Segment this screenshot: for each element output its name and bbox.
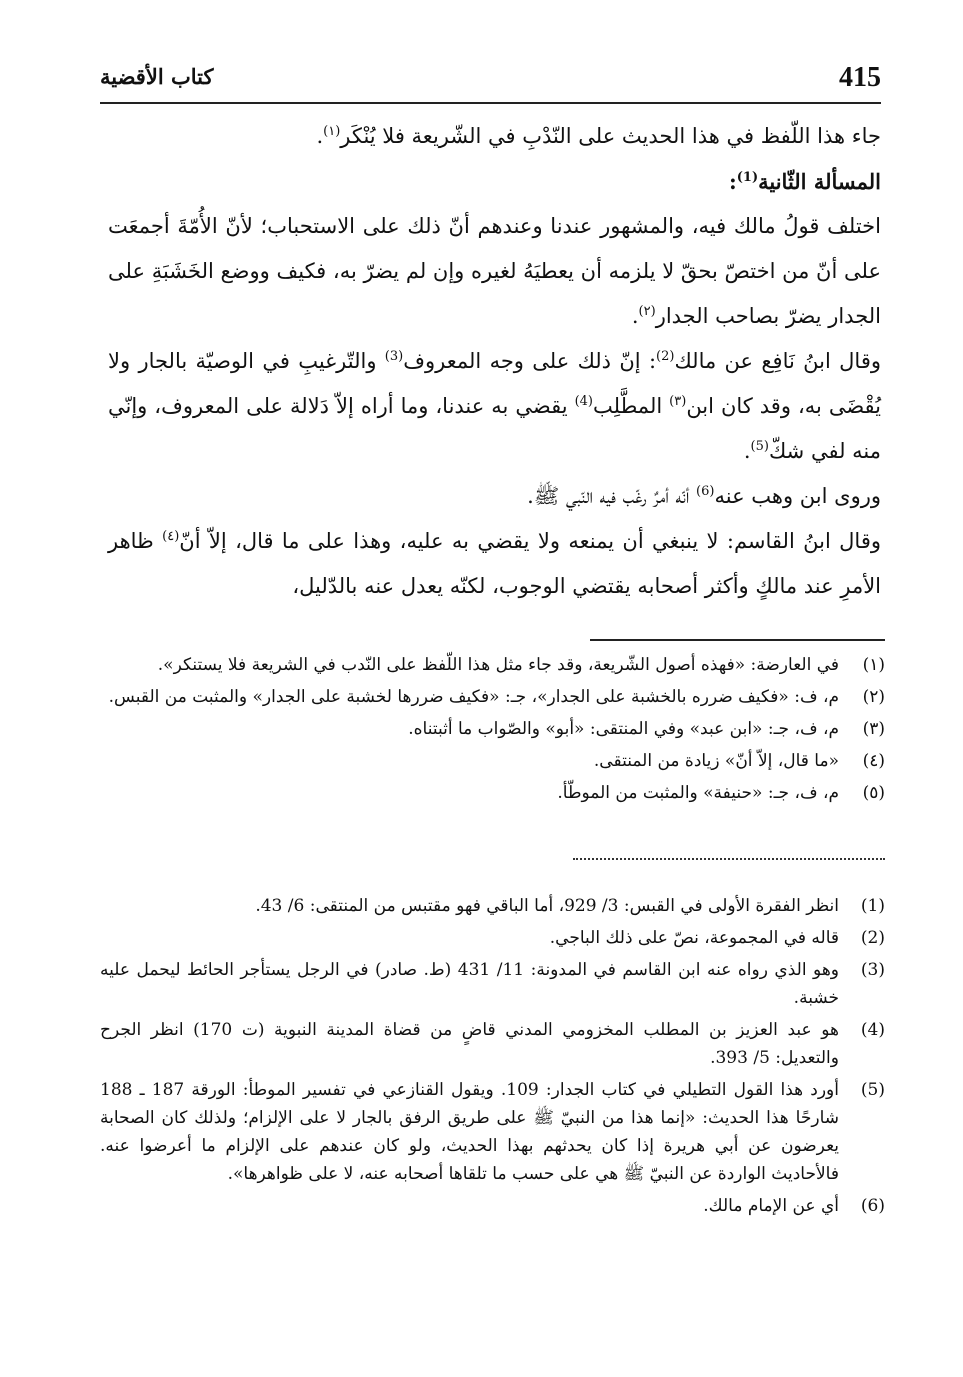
footnote-ref: (٢) — [638, 304, 656, 319]
editor-footnotes — [100, 651, 885, 811]
page-number: 415 — [839, 62, 881, 93]
footnote-text: وهو الذي رواه عنه ابن القاسم في المدونة: 11/ 431 (ط. صادر) في الرجل يستأجر الحائط ليحمل عليه خشبة. — [100, 960, 840, 1008]
footnote-number: (6) — [860, 1196, 885, 1216]
footnote-ref: (1) — [736, 170, 759, 185]
book-title: كتاب الأقضية — [100, 64, 214, 89]
footnote-number: (4) — [860, 1020, 885, 1040]
footnote — [100, 683, 885, 711]
annotator-footnotes — [100, 892, 885, 1224]
footnote-number: (٤) — [862, 751, 885, 771]
footnote-ref: (١) — [323, 124, 341, 139]
section-heading: المسألة الثّانية$^{(1)}$: — [728, 169, 881, 194]
footnote — [100, 892, 885, 920]
footnote-number: (5) — [860, 1080, 885, 1100]
footnote-text: م، ف، جـ: «حنيفة» والمثبت من الموطّأ. — [557, 783, 839, 803]
dotted-separator — [573, 858, 885, 860]
footnote-ref: (٤) — [162, 529, 180, 544]
footnote-text: م، ف، جـ: «ابن عبد» وفي المنتقى: «أبو» والصّواب ما أثبتناه. — [408, 719, 839, 739]
footnote-text: في العارضة: «فهذه أصول الشّريعة، وقد جاء مثل هذا اللّفظ على النّدب في الشريعة فلا يستنكر». — [157, 655, 839, 675]
footnote-number: (٣) — [862, 719, 885, 739]
footnote-number: (٥) — [862, 783, 885, 803]
footnote — [100, 1192, 885, 1220]
footnote-text: أورد هذا القول التطيلي في كتاب الجدار: 109. ويقول القنازعي في تفسير الموطأ: الورقة 187 ـ 188 شارحًا هذا الحديث: «إنما هذا من النبيّ ﷺ على طريق الرفق بالجار لا على الإلزام؛ ولذلك كان الصحابة يعرضون عن أبي هريرة إذا كان يحدثهم بهذا الحديث، ولو كان عندهم على الإلزام ما أعرضوا عنه. فالأحاديث الواردة عن النبيّ ﷺ هي على حسب ما تلقاها أصحابه عنه، لا على ظواهرها». — [100, 1080, 839, 1184]
main-text — [108, 114, 881, 609]
footnote-text: م، ف: «فكيف ضرره بالخشبة على الجدار»، جـ: «فكيف ضررها لخشبة على الجدار» والمثبت من القبس. — [108, 687, 839, 707]
footnote-separator — [590, 639, 885, 641]
footnote-number: (٢) — [862, 687, 885, 707]
footnote-text: «ما قال، إلاّ أنّ» زيادة من المنتقى. — [593, 751, 839, 771]
footnote-ref: (5) — [750, 439, 769, 454]
paragraph-5: وقال ابنُ القاسم: لا ينبغي أن يمنعه ولا يقضي به عليه، وهذا على ما قال، إلاّ أنّ$^{(٤)}$ ظاهر الأمرِ عند مالكٍ وأكثر أصحابه يقتضي الوجوب، لكنّه يعدل عنه بالدّليل، — [108, 529, 882, 598]
footnote — [100, 1016, 885, 1072]
footnote — [100, 715, 885, 743]
footnote — [100, 779, 885, 807]
page-header — [100, 62, 881, 104]
paragraph-3: وقال ابنُ نَافِع عن مالك$^{(2)}$: إنّ ذلك على وجه المعروف$^{(3)}$ والتّرغيبِ في الوصيّة بالجار ولا يُقْضَى به، وقد كان ابن$^{(٣)}$ المطَّلِب$^{(4)}$ يقضي به عندنا، وما أراه إلاّ دَلالة على المعروف، وإنّي منه لفي شكّ$^{(5)}$. — [108, 349, 882, 463]
footnote-ref: (٣) — [669, 394, 687, 409]
paragraph-1: جاء هذا اللّفظ في هذا الحديث على النّدْبِ في الشّريعة فلا يُنْكَر$^{(١)}$. — [316, 124, 881, 148]
footnote-number: (2) — [860, 928, 885, 948]
footnote-text: هو عبد العزيز بن المطلب المخزومي المدني قاضٍ من قضاة المدينة النبوية (ت 170) انظر الجرح والتعديل: 5/ 393. — [100, 1020, 839, 1068]
footnote-ref: (4) — [574, 394, 593, 409]
footnote — [100, 924, 885, 952]
footnote-number: (١) — [862, 655, 885, 675]
footnote-text: أي عن الإمام مالك. — [703, 1196, 839, 1216]
footnote — [100, 747, 885, 775]
footnote-ref: (6) — [696, 484, 715, 499]
footnote — [100, 956, 885, 1012]
footnote — [100, 651, 885, 679]
footnote-number: (3) — [860, 960, 885, 980]
footnote-number: (1) — [860, 896, 885, 916]
footnote-text: قاله في المجموعة، نصّ على ذلك الباجي. — [549, 928, 839, 948]
footnote-text: انظر الفقرة الأولى في القبس: 3/ 929، أما الباقي فهو مقتبس من المنتقى: 6/ 43. — [255, 896, 839, 916]
footnote-ref: (2) — [656, 349, 675, 364]
footnote — [100, 1076, 885, 1188]
paragraph-4: وروى ابن وهب عنه$^{(6)}$ أنّه أمرٌ رغّب فيه النّبي ﷺ. — [527, 484, 881, 508]
footnote-ref: (3) — [384, 349, 404, 364]
paragraph-2: اختلف قولُ مالك فيه، والمشهور عندنا وعندهم أنّ ذلك على الاستحباب؛ لأنّ الأُمّةَ أجمعَت على أنّ من اختصّ بحقّ لا يلزمه أن يعطيَهُ لغيره وإن لم يضرّ به، فكيف ووضع الخَشَبَةِ على الجدار يضرّ بصاحب الجدار$^{(٢)}$. — [108, 214, 881, 328]
